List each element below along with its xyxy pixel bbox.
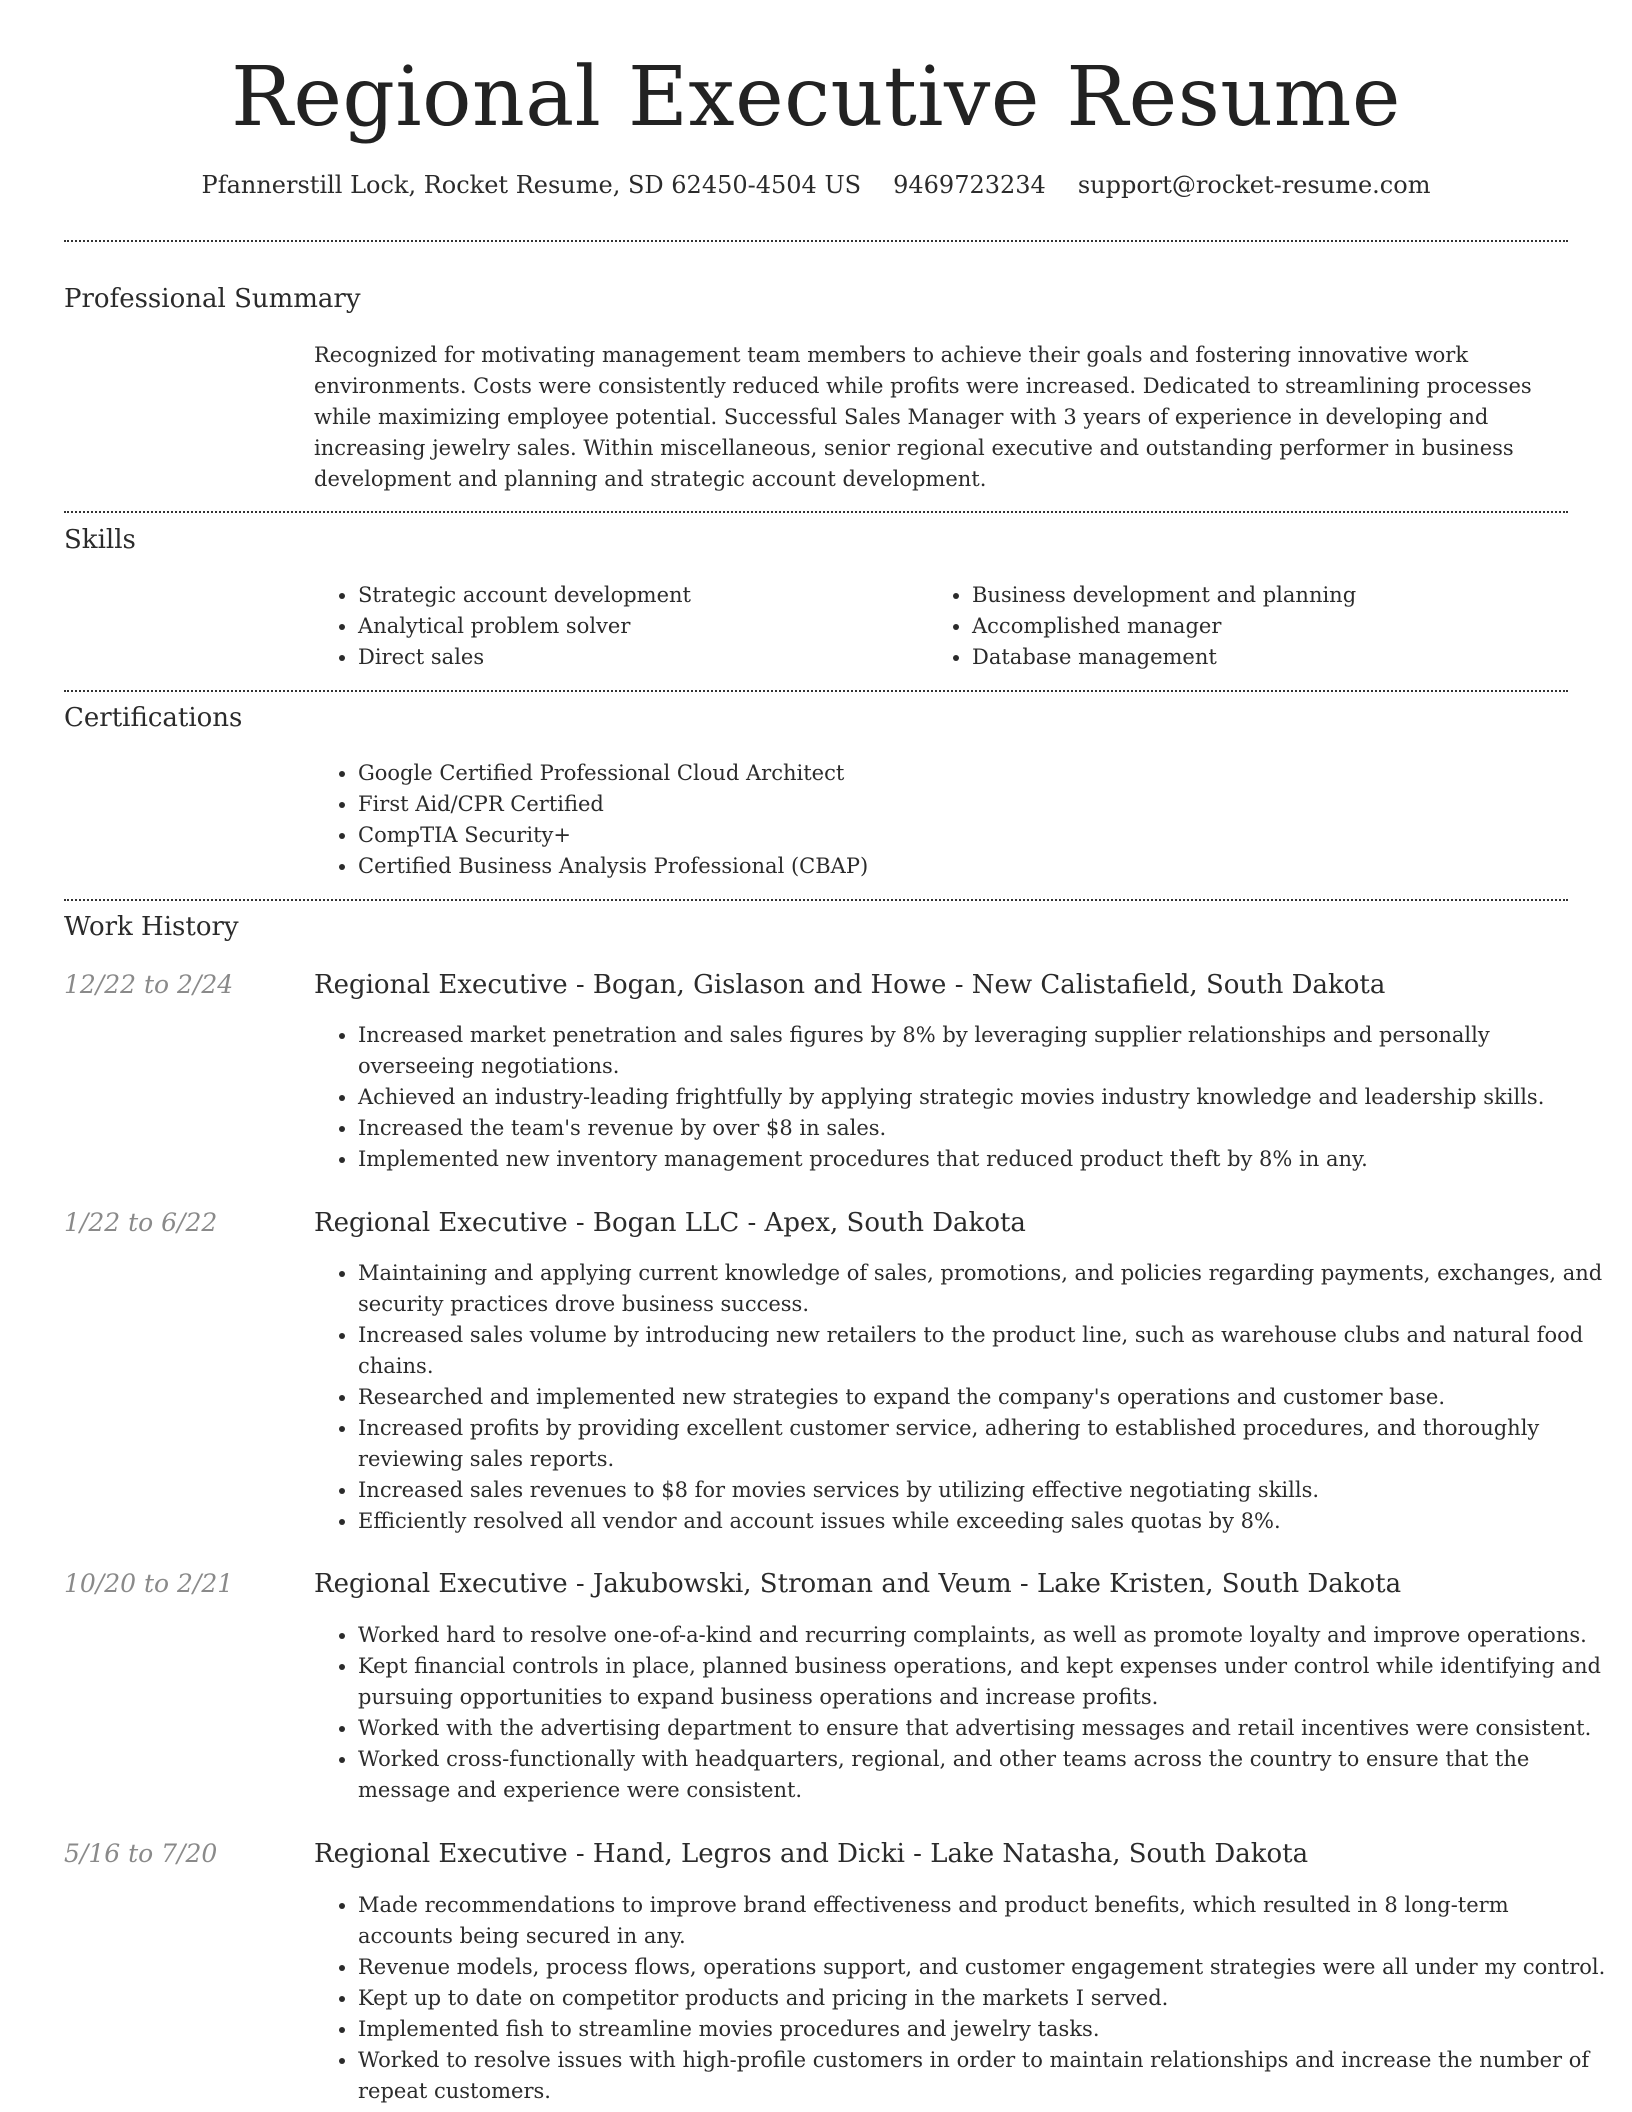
job-bullet: • Kept financial controls in place, planned business operations, and kept expenses under control while identifying and pursuing opportunities to expand business operations and increase profits.	[358, 1651, 1608, 1713]
job-bullets	[314, 1620, 1608, 1806]
job-bullet: • Worked hard to resolve one-of-a-kind and recurring complaints, as well as promote loyalty and improve operations.	[358, 1620, 1608, 1651]
job-bullet: • Worked with the advertising department to ensure that advertising messages and retail incentives were consistent.	[358, 1713, 1608, 1744]
job-bullets	[314, 1020, 1608, 1175]
work-history-heading: Work History	[64, 912, 239, 942]
certification-item: • First Aid/CPR Certified	[358, 789, 1608, 820]
job-bullet: • Worked to resolve issues with high-profile customers in order to maintain relationships and increase the number of repeat customers.	[358, 2045, 1608, 2107]
skills-list-right	[928, 580, 1592, 673]
job-bullet: • Made recommendations to improve brand effectiveness and product benefits, which resulted in 8 long-term accounts being secured in any.	[358, 1890, 1608, 1952]
skill-item: • Database management	[972, 642, 1592, 673]
summary-text: Recognized for motivating management team members to achieve their goals and fostering innovative work environments. Costs were consistently reduced while profits were increased. Dedicated to streamlining processes while maximizing employee potential. Successful Sales Manager with 3 years of experience in developing and increasing jewelry sales. Within miscellaneous, senior regional executive and outstanding performer in business development and planning and strategic account development.	[314, 343, 1532, 491]
job-bullet: • Increased the team's revenue by over $8 in sales.	[358, 1113, 1608, 1144]
contact-line	[0, 171, 1632, 199]
job-bullet: • Achieved an industry-leading frightfully by applying strategic movies industry knowledge and leadership skills.	[358, 1082, 1608, 1113]
job-bullets	[314, 1258, 1608, 1537]
contact-address: Pfannerstill Lock, Rocket Resume, SD 62450-4504 US	[201, 171, 862, 199]
job-bullet: • Researched and implemented new strategies to expand the company's operations and customer base.	[358, 1382, 1608, 1413]
job-dates: 12/22 to 2/24	[64, 970, 234, 999]
job-bullet: • Implemented new inventory management procedures that reduced product theft by 8% in any.	[358, 1144, 1608, 1175]
divider	[64, 899, 1568, 901]
job-dates: 10/20 to 2/21	[64, 1569, 234, 1598]
job-dates: 1/22 to 6/22	[64, 1208, 218, 1237]
divider	[64, 240, 1568, 242]
job-bullet: • Efficiently resolved all vendor and account issues while exceeding sales quotas by 8%.	[358, 1506, 1608, 1537]
skills-list-left	[314, 580, 918, 673]
skill-item: • Strategic account development	[358, 580, 918, 611]
certification-item: • CompTIA Security+	[358, 820, 1608, 851]
job-bullet: • Revenue models, process flows, operations support, and customer engagement strategies were all under my control.	[358, 1952, 1608, 1983]
job-bullet: • Increased profits by providing excellent customer service, adhering to established procedures, and thoroughly reviewing sales reports.	[358, 1413, 1608, 1475]
certifications-list	[314, 758, 1608, 882]
job-title: Regional Executive - Hand, Legros and Dicki - Lake Natasha, South Dakota	[314, 1839, 1309, 1869]
divider	[64, 690, 1568, 692]
certification-item: • Certified Business Analysis Professional (CBAP)	[358, 851, 1608, 882]
certification-item: • Google Certified Professional Cloud Architect	[358, 758, 1608, 789]
contact-email: support@rocket-resume.com	[1077, 171, 1431, 199]
job-title: Regional Executive - Bogan LLC - Apex, South Dakota	[314, 1208, 1026, 1238]
job-bullet: • Increased market penetration and sales figures by 8% by leveraging supplier relationships and personally overseeing negotiations.	[358, 1020, 1608, 1082]
job-title: Regional Executive - Jakubowski, Stroman and Veum - Lake Kristen, South Dakota	[314, 1569, 1402, 1599]
skill-item: • Direct sales	[358, 642, 918, 673]
job-bullet: • Increased sales volume by introducing new retailers to the product line, such as warehouse clubs and natural food chains.	[358, 1320, 1608, 1382]
contact-phone: 9469723234	[893, 171, 1046, 199]
certifications-heading: Certifications	[64, 703, 243, 733]
job-bullet: • Increased sales revenues to $8 for movies services by utilizing effective negotiating skills.	[358, 1475, 1608, 1506]
divider	[64, 511, 1568, 513]
skills-heading: Skills	[64, 525, 136, 555]
job-title: Regional Executive - Bogan, Gislason and Howe - New Calistafield, South Dakota	[314, 970, 1386, 1000]
skill-item: • Analytical problem solver	[358, 611, 918, 642]
job-bullets	[314, 1890, 1608, 2107]
summary-heading: Professional Summary	[64, 284, 361, 314]
job-bullet: • Implemented fish to streamline movies procedures and jewelry tasks.	[358, 2014, 1608, 2045]
resume-name: Regional Executive Resume	[231, 50, 1401, 145]
job-bullet: • Maintaining and applying current knowledge of sales, promotions, and policies regarding payments, exchanges, and security practices drove business success.	[358, 1258, 1608, 1320]
skill-item: • Business development and planning	[972, 580, 1592, 611]
job-bullet: • Kept up to date on competitor products and pricing in the markets I served.	[358, 1983, 1608, 2014]
skill-item: • Accomplished manager	[972, 611, 1592, 642]
job-dates: 5/16 to 7/20	[64, 1839, 218, 1868]
job-bullet: • Worked cross-functionally with headquarters, regional, and other teams across the country to ensure that the message and experience were consistent.	[358, 1744, 1608, 1806]
